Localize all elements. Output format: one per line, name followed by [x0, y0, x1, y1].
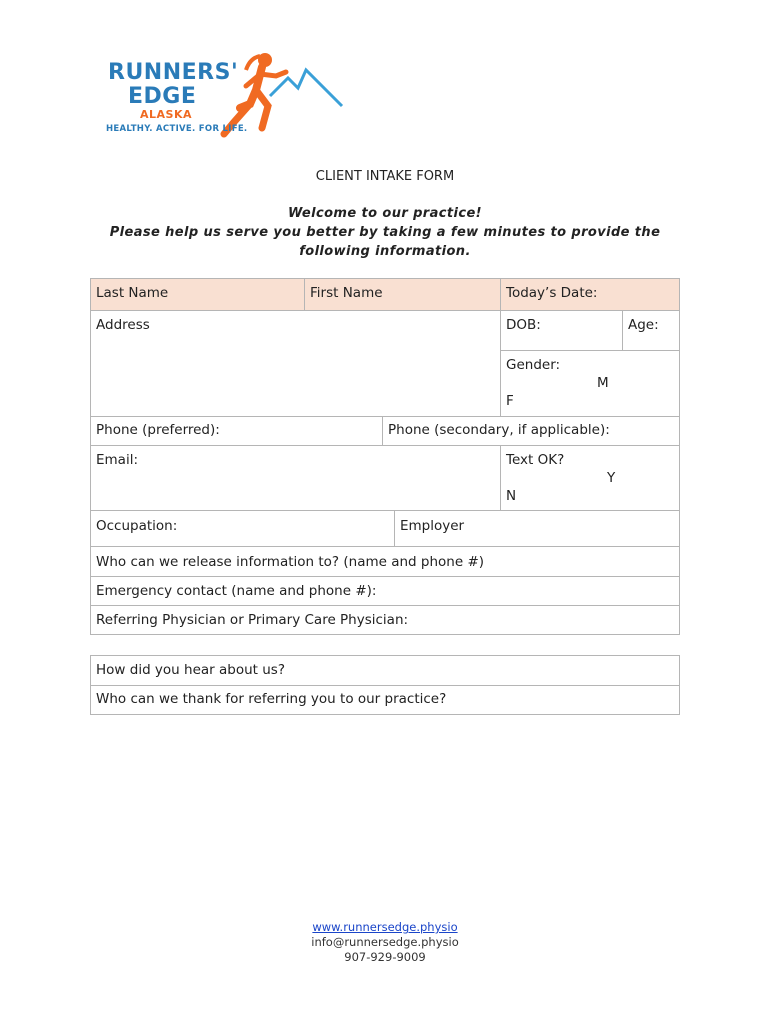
last-name-field[interactable] [90, 278, 305, 311]
logo-tagline: HEALTHY. ACTIVE. FOR LIFE. [106, 124, 248, 134]
phone-preferred-label: Phone (preferred): [96, 422, 220, 438]
gender-option-m[interactable]: M [597, 375, 609, 391]
runners-edge-logo [100, 46, 350, 142]
email-label: Email: [96, 452, 139, 468]
dob-label: DOB: [506, 317, 541, 333]
form-title: CLIENT INTAKE FORM [315, 169, 455, 184]
thank-referral-label: Who can we thank for referring you to our practice? [96, 691, 447, 707]
dob-field[interactable] [500, 310, 623, 351]
referring-physician-field[interactable] [90, 605, 680, 635]
referring-physician-label: Referring Physician or Primary Care Physician: [96, 612, 409, 628]
footer-phone: 907-929-9009 [344, 950, 426, 964]
thank-referral-field[interactable] [90, 685, 680, 715]
phone-secondary-field[interactable] [382, 416, 680, 446]
occupation-field[interactable] [90, 510, 395, 547]
address-label: Address [96, 317, 150, 333]
todays-date-label: Today’s Date: [506, 285, 598, 301]
hear-about-field[interactable] [90, 655, 680, 686]
address-field[interactable] [90, 310, 501, 417]
logo-line-alaska: ALASKA [140, 108, 192, 121]
release-info-label: Who can we release information to? (name and phone #) [96, 554, 485, 570]
gender-option-f[interactable]: F [506, 393, 514, 409]
gender-label: Gender: [506, 357, 561, 373]
instructions-line: Please help us serve you better by taking a few minutes to provide the following information. [109, 225, 661, 259]
text-ok-option-n[interactable]: N [506, 488, 517, 504]
phone-preferred-field[interactable] [90, 416, 383, 446]
welcome-line: Welcome to our practice! [287, 206, 483, 221]
first-name-label: First Name [310, 285, 383, 301]
text-ok-label: Text OK? [506, 452, 565, 468]
footer-email: info@runnersedge.physio [311, 935, 459, 949]
age-label: Age: [628, 317, 659, 333]
employer-label: Employer [400, 518, 465, 534]
text-ok-option-y[interactable]: Y [607, 470, 616, 486]
age-field[interactable] [622, 310, 680, 351]
todays-date-field[interactable] [500, 278, 680, 311]
gender-field[interactable] [500, 350, 680, 417]
website-link[interactable]: www.runnersedge.physio [312, 920, 458, 934]
employer-field[interactable] [394, 510, 680, 547]
text-ok-field[interactable] [500, 445, 680, 511]
footer [0, 920, 770, 965]
emergency-contact-label: Emergency contact (name and phone #): [96, 583, 377, 599]
welcome-text [80, 204, 690, 261]
email-field[interactable] [90, 445, 501, 511]
emergency-contact-field[interactable] [90, 576, 680, 606]
release-info-field[interactable] [90, 546, 680, 577]
logo-line-runners: RUNNERS' [108, 60, 239, 85]
first-name-field[interactable] [304, 278, 501, 311]
phone-secondary-label: Phone (secondary, if applicable): [388, 422, 610, 438]
last-name-label: Last Name [96, 285, 169, 301]
occupation-label: Occupation: [96, 518, 178, 534]
hear-about-label: How did you hear about us? [96, 662, 285, 678]
logo-line-edge: EDGE [128, 84, 197, 109]
